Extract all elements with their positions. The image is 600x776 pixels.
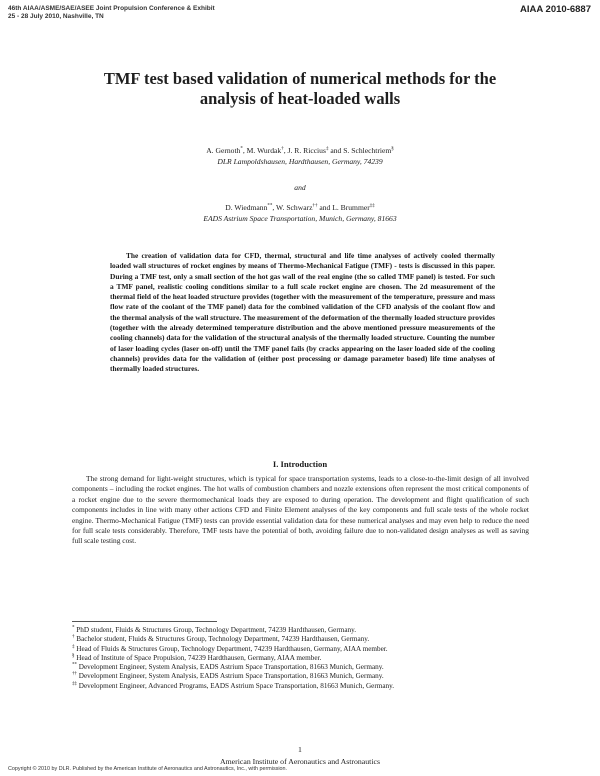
- footnote: [72, 672, 532, 681]
- author-name: A. Gernoth: [206, 146, 241, 155]
- title-line-2: analysis of heat-loaded walls: [199, 89, 401, 108]
- author-footnote-mark: *: [240, 146, 243, 152]
- footnote-mark: **: [72, 662, 77, 668]
- author-name: W. Schwarz: [276, 203, 313, 212]
- author-footnote-mark: §: [391, 146, 394, 152]
- author-list-2: [0, 203, 600, 213]
- author-separator: ,: [283, 146, 288, 155]
- affiliation-1: DLR Lampoldshausen, Hardthausen, Germany, 74239: [217, 157, 383, 166]
- author-footnote-mark: **: [267, 203, 273, 209]
- paper-id: AIAA 2010-6887: [520, 4, 591, 15]
- footnote-text: PhD student, Fluids & Structures Group, Technology Department, 74239 Hardthausen, Germany.: [76, 626, 357, 634]
- footnote-mark: §: [72, 653, 75, 659]
- author-list-1: [0, 146, 600, 156]
- author-conjunction: and: [294, 183, 306, 192]
- author-separator: ,: [242, 146, 247, 155]
- footnote-mark: ‡: [72, 644, 75, 650]
- author-name: L. Brummer: [332, 203, 370, 212]
- footnote-text: Development Engineer, System Analysis, EADS Astrium Space Transportation, 81663 Munich, Germany.: [78, 672, 384, 681]
- author-footnote-mark: ‡: [325, 146, 329, 152]
- author-name: M. Wurdak: [246, 146, 282, 155]
- conference-name: 46th AIAA/ASME/SAE/ASEE Joint Propulsion Conference & Exhibit: [8, 5, 215, 12]
- footnotes: [72, 626, 532, 691]
- page-number: 1: [298, 745, 302, 754]
- footnote: [72, 645, 532, 654]
- footnote: [72, 654, 532, 663]
- affiliation-2: EADS Astrium Space Transportation, Munich, Germany, 81663: [203, 214, 397, 223]
- author-separator: and: [328, 146, 344, 155]
- footnote-mark: *: [72, 625, 75, 631]
- footnote: [72, 663, 532, 672]
- footnote: [72, 635, 532, 644]
- organization-footer: American Institute of Aeronautics and Astronautics: [219, 757, 380, 766]
- footnote-text: Bachelor student, Fluids & Structures Group, Technology Department, 74239 Hardthausen, Germany.: [76, 635, 370, 644]
- footnote-text: Development Engineer, System Analysis, EADS Astrium Space Transportation, 81663 Munich, Germany.: [78, 663, 384, 672]
- footnote-mark: †: [72, 634, 75, 640]
- footnote-mark: ††: [72, 672, 77, 678]
- footnote-text: Development Engineer, Advanced Programs, EADS Astrium Space Transportation, 81663 Munich, Germany.: [78, 681, 395, 690]
- author-name: S. Schlechtriem: [343, 146, 392, 155]
- footnote-mark: ‡‡: [72, 681, 77, 687]
- footnote-divider: [72, 621, 217, 622]
- abstract: The creation of validation data for CFD, thermal, structural and life time analyses of actively cooled thermally loaded wall structures of rocket engines by means of Thermo-Mechanical Fatigue (TMF) - tests is discussed in this paper. During a TMF test, only a small section of the hot gas wall of the real engine (the so called TMF panel) is tested. For such a TMF panel, realistic cooling conditions similar to a full scale rocket engine are chosen. The 2d measurement of the thermal field of the heat loaded structure provides (together with the measurement of the temperature, pressure and mass flow rate of the coolant of the TMF panel) data for the combined validation of the CFD analysis of the coolant flow and the thermal analysis of the wall structure. The measurement of the deformation of the thermally loaded structure provides (together with the already determined temperature distribution and the above mentioned pressure measurements of the cooling channels) data for the validation of the structural analysis of the thermally loaded structure. Counting the number of laser loading cycles (laser on-off) until the TMF panel fails (by cracks appearing on the laser loaded side of the cooling channels) provides data for the validation of (either post processing or damage parameter based) life time analyses of thermally loaded structures.: [110, 251, 495, 374]
- author-name: J. R. Riccius: [287, 146, 326, 155]
- introduction-paragraph: The strong demand for light-weight structures, which is typical for space transportation systems, leads to a close-to-the-limit design of all involved components – including the rocket engines. The hot walls of combustion chambers and nozzle extensions often represent the most critical components of a rocket engine due to the severe thermomechanical loads they are exposed to during operation. The development and flight qualification of such components includes in line with many other actions CFD and Finite Element analyses of the key components and full scale tests of the whole rocket engine. Thermo-Mechanical Fatigue (TMF) tests can provide essential validation data for these numerical analyses and may even help to reduce the need for full scale tests considerably. Therefore, TMF tests have the potential of both, avoiding failure due to non-validated design analyses as well as saving full scale testing cost.: [72, 474, 529, 546]
- author-footnote-mark: ‡‡: [369, 203, 375, 209]
- section-heading-introduction: I. Introduction: [272, 459, 328, 469]
- author-name: D. Wiedmann: [225, 203, 268, 212]
- copyright-notice: Copyright © 2010 by DLR. Published by the American Institute of Aeronautics and Astronautics, Inc., with permission.: [8, 766, 288, 772]
- paper-title: [50, 69, 550, 109]
- author-separator: ,: [272, 203, 277, 212]
- conference-header: [8, 5, 215, 21]
- title-line-1: TMF test based validation of numerical methods for the: [103, 69, 497, 88]
- footnote-text: Head of Institute of Space Propulsion, 74239 Hardthausen, Germany, AIAA member.: [76, 653, 322, 662]
- footnote-text: Head of Fluids & Structures Group, Technology Department, 74239 Hardthausen, Germany, AIAA member.: [76, 644, 388, 653]
- author-separator: and: [317, 203, 333, 212]
- conference-dates: 25 - 28 July 2010, Nashville, TN: [8, 13, 104, 20]
- footnote: [72, 626, 532, 635]
- author-footnote-mark: †: [281, 146, 284, 152]
- author-footnote-mark: ††: [312, 203, 318, 209]
- footnote: [72, 682, 532, 691]
